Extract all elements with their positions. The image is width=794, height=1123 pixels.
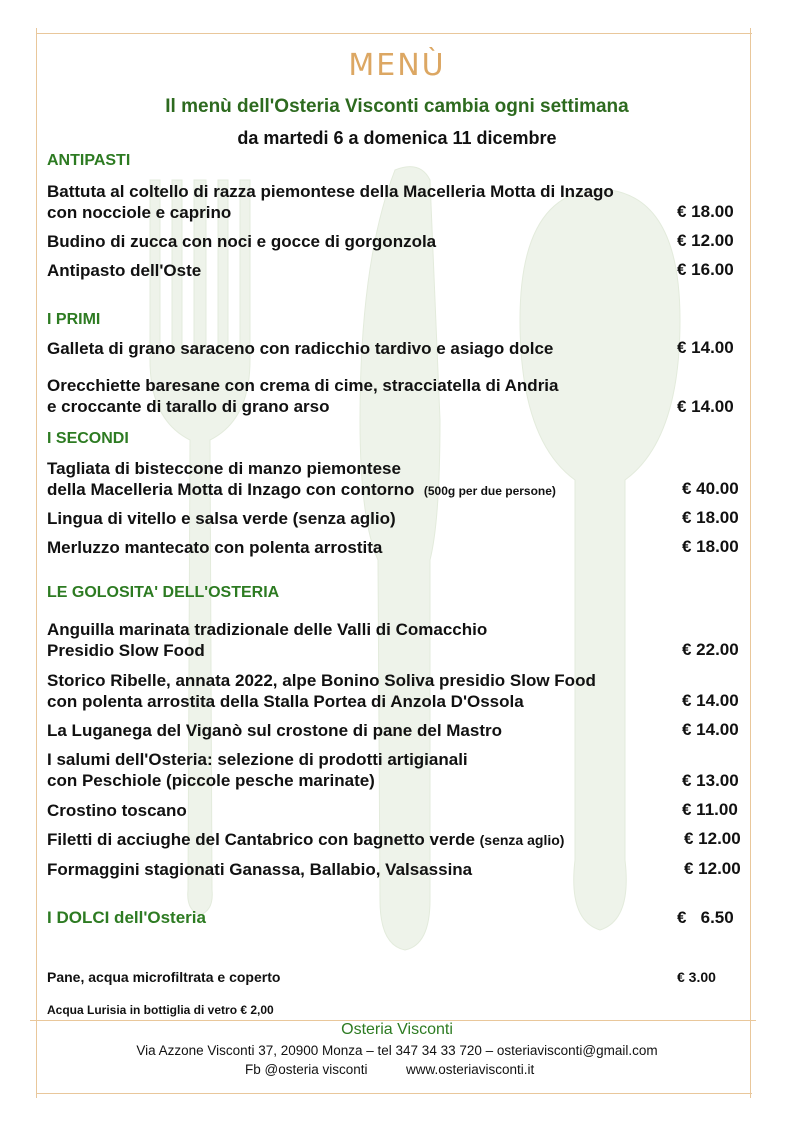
item-line: I salumi dell'Osteria: selezione di prodotti artigianali xyxy=(47,750,468,769)
menu-item: Antipasto dell'Oste xyxy=(47,261,202,280)
section-title-primi: I PRIMI xyxy=(47,311,101,328)
item-price: € 12.00 xyxy=(677,231,734,250)
item-price: € 16.00 xyxy=(677,260,734,279)
item-price: € 14.00 xyxy=(682,691,739,710)
item-line: Tagliata di bisteccone di manzo piemontese xyxy=(47,459,401,478)
menu-item xyxy=(47,375,559,417)
item-line: con Peschiole (piccole pesche marinate) xyxy=(47,771,375,790)
menu-subtitle: Il menù dell'Osteria Visconti cambia ogni settimana xyxy=(165,96,629,117)
item-price: € 13.00 xyxy=(682,771,739,790)
footer-address: Via Azzone Visconti 37, 20900 Monza – tel 347 34 33 720 – osteriavisconti@gmail.com xyxy=(136,1043,658,1058)
spoon-watermark xyxy=(520,190,680,930)
menu-title: MENÙ xyxy=(348,48,446,83)
footer-social: Fb @osteria visconti xyxy=(245,1062,368,1077)
dolci-price: € 6.50 xyxy=(677,908,734,927)
item-price: € 11.00 xyxy=(682,800,738,819)
menu-item: Galleta di grano saraceno con radicchio tardivo e asiago dolce xyxy=(47,339,554,358)
item-price: € 14.00 xyxy=(677,338,734,357)
menu-item: Formaggini stagionati Ganassa, Ballabio, Valsassina xyxy=(47,860,473,879)
section-title-antipasti: ANTIPASTI xyxy=(47,152,131,169)
item-line: Orecchiette baresane con crema di cime, stracciatella di Andria xyxy=(47,376,559,395)
footer-website: www.osteriavisconti.it xyxy=(406,1062,535,1077)
menu-item: Crostino toscano xyxy=(47,801,187,820)
menu-item: La Luganega del Viganò sul crostone di pane del Mastro xyxy=(47,721,502,740)
menu-item xyxy=(47,458,556,502)
item-price: € 14.00 xyxy=(677,397,734,416)
menu-item: Lingua di vitello e salsa verde (senza aglio) xyxy=(47,509,396,528)
item-note: (senza aglio) xyxy=(479,832,565,848)
item-line: Battuta al coltello di razza piemontese della Macelleria Motta di Inzago xyxy=(47,182,614,201)
coperto-price: € 3.00 xyxy=(677,969,716,985)
acqua-note: Acqua Lurisia in bottiglia di vetro € 2,00 xyxy=(47,1003,274,1017)
menu-dates: da martedi 6 a domenica 11 dicembre xyxy=(237,128,557,148)
coperto-label: Pane, acqua microfiltrata e coperto xyxy=(47,969,281,985)
menu-item: Merluzzo mantecato con polenta arrostita xyxy=(47,538,383,557)
item-price: € 18.00 xyxy=(682,508,739,527)
item-line: con polenta arrostita della Stalla Portea di Anzola D'Ossola xyxy=(47,692,524,711)
menu-item xyxy=(47,749,468,791)
item-line xyxy=(47,479,556,502)
section-title-secondi: I SECONDI xyxy=(47,430,129,447)
item-price: € 22.00 xyxy=(682,640,739,659)
item-price: € 18.00 xyxy=(682,537,739,556)
item-line: Storico Ribelle, annata 2022, alpe Bonino Soliva presidio Slow Food xyxy=(47,671,596,690)
item-price: € 12.00 xyxy=(684,859,741,878)
item-price: € 40.00 xyxy=(682,479,739,498)
menu-item xyxy=(47,619,487,661)
item-line-text: Filetti di acciughe del Cantabrico con bagnetto verde xyxy=(47,830,475,849)
menu-item xyxy=(47,670,596,712)
section-title-golosita: LE GOLOSITA' DELL'OSTERIA xyxy=(47,584,280,601)
item-price: € 12.00 xyxy=(684,829,741,848)
item-line: Presidio Slow Food xyxy=(47,641,205,660)
item-line: con nocciole e caprino xyxy=(47,203,232,222)
item-line: e croccante di tarallo di grano arso xyxy=(47,397,330,416)
footer-name: Osteria Visconti xyxy=(341,1021,453,1038)
menu-item: Budino di zucca con noci e gocce di gorgonzola xyxy=(47,232,437,251)
item-price: € 14.00 xyxy=(682,720,739,739)
item-note: (500g per due persone) xyxy=(423,484,556,498)
item-line: Anguilla marinata tradizionale delle Valli di Comacchio xyxy=(47,620,488,639)
item-price: € 18.00 xyxy=(677,202,734,221)
item-line-text: della Macelleria Motta di Inzago con contorno xyxy=(47,480,415,499)
menu-item xyxy=(47,829,564,851)
menu-item xyxy=(47,181,614,223)
section-title-dolci: I DOLCI dell'Osteria xyxy=(47,908,206,927)
